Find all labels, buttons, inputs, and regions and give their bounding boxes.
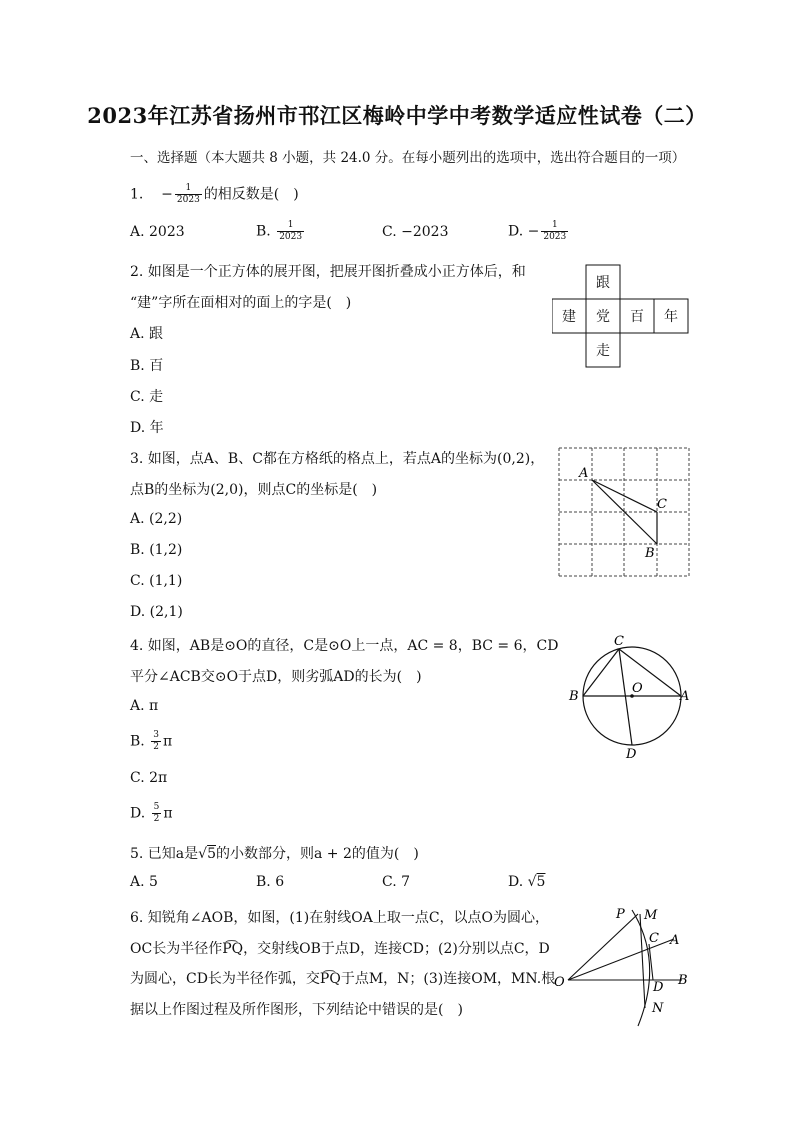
circle-label-o: O [632, 681, 643, 696]
grid-figure [556, 446, 692, 580]
q1-option-d-label: D. − [508, 223, 540, 240]
q2-stem-line2: “建”字所在面相对的面上的字是( ) [130, 295, 352, 311]
q5-option-c: C. 7 [382, 874, 411, 890]
arc-pq [632, 910, 650, 1026]
q1-frac-den: 2023 [176, 195, 200, 205]
q3-option-b: B. (1,2) [130, 542, 183, 558]
cube-net-figure [552, 264, 692, 368]
q1-number: 1. [130, 186, 144, 203]
q1-fraction [175, 183, 202, 206]
grid-label-c: C [657, 497, 667, 512]
q1-option-d-fraction [541, 220, 568, 243]
net-text-right1: 百 [630, 309, 644, 325]
angle-label-p: P [616, 907, 625, 922]
angle-label-n: N [652, 1001, 664, 1016]
net-text-bottom: 走 [596, 343, 610, 359]
q2-option-b: B. 百 [130, 358, 164, 374]
q1-option-b-den: 2023 [279, 232, 303, 242]
q4-option-d-label: D. [130, 805, 150, 822]
q6-stem-line2: OC长为半径作P͡Q，交射线OB于点D，连接CD；(2)分别以点C，D [130, 941, 550, 957]
chord-cd [619, 649, 632, 745]
q3-stem-line2: 点B的坐标为(2,0)，则点C的坐标是( ) [130, 482, 378, 498]
q1-sign: − [161, 186, 173, 203]
q3-stem-line1: 3. 如图，点A、B、C都在方格纸的格点上，若点A的坐标为(0,2)， [130, 451, 545, 467]
q5-stem-post: 的小数部分，则a + 2的值为( ) [216, 846, 419, 862]
q5-stem [130, 843, 419, 863]
q5-option-b: B. 6 [256, 874, 285, 890]
angle-label-b: B [678, 973, 688, 988]
q1-option-b [256, 220, 306, 243]
q5-stem-radicand: 5 [207, 846, 216, 862]
q1-option-d-den: 2023 [543, 232, 567, 242]
grid-label-b: B [645, 546, 655, 561]
q1-option-d-num: 1 [551, 220, 558, 230]
q2-stem-line1: 2. 如图是一个正方体的展开图，把展开图折叠成小正方体后，和 [130, 264, 526, 280]
q4-stem-line2: 平分∠ACB交⊙O于点D，则劣弧AD的长为( ) [130, 669, 422, 685]
question-1-stem [130, 183, 299, 206]
net-text-left: 建 [562, 309, 576, 325]
angle-construction-figure [552, 902, 700, 1030]
q1-option-b-label: B. [256, 223, 276, 240]
q4-option-d-den: 2 [153, 814, 160, 824]
q4-option-d-fraction [152, 802, 162, 825]
q1-option-b-fraction [277, 220, 304, 243]
net-text-center: 党 [596, 309, 610, 325]
q4-option-b-tail: π [162, 733, 173, 750]
q1-option-a: A. 2023 [130, 224, 185, 240]
circle-label-d: D [626, 747, 637, 760]
circle-label-a: A [680, 689, 690, 704]
q1-stem-text: 的相反数是( ) [203, 186, 299, 203]
net-text-top: 跟 [596, 275, 610, 291]
q6-stem-line3: 为圆心，CD长为半径作弧，交P͡Q于点M，N；(3)连接OM，MN.根 [130, 971, 556, 987]
q2-option-d: D. 年 [130, 420, 164, 436]
q3-option-a: A. (2,2) [130, 511, 183, 527]
q4-option-b-fraction [151, 730, 161, 753]
circle-figure [566, 632, 694, 760]
net-text-right2: 年 [664, 309, 678, 325]
q1-option-b-num: 1 [287, 220, 294, 230]
segment-om [568, 914, 638, 980]
q4-option-c: C. 2π [130, 770, 168, 786]
page-title: 2023年江苏省扬州市邗江区梅岭中学中考数学适应性试卷（二） [87, 103, 707, 128]
q5-option-d-radicand: 5 [536, 874, 546, 890]
q6-stem-line4: 据以上作图过程及所作图形，下列结论中错误的是( ) [130, 1002, 463, 1018]
q3-option-c: C. (1,1) [130, 573, 183, 589]
q1-option-c: C. −2023 [382, 224, 449, 240]
q3-option-d: D. (2,1) [130, 604, 183, 620]
section-heading: 一、选择题（本大题共 8 小题，共 24.0 分。在每小题列出的选项中，选出符合题目的一项） [130, 150, 686, 166]
q4-option-d-num: 5 [153, 802, 160, 812]
grid-label-a: A [579, 466, 589, 481]
angle-label-c: C [649, 931, 659, 946]
q1-option-d [508, 220, 570, 243]
q2-option-a: A. 跟 [130, 326, 164, 342]
q4-option-b-label: B. [130, 733, 150, 750]
q5-stem-pre: 5. 已知a是√ [130, 846, 208, 862]
q4-stem-line1: 4. 如图，AB是⊙O的直径，C是⊙O上一点，AC = 8，BC = 6，CD [130, 638, 559, 654]
q2-option-c: C. 走 [130, 389, 164, 405]
q4-option-a: A. π [130, 698, 159, 714]
q4-option-d-tail: π [163, 805, 173, 822]
angle-label-m: M [644, 908, 658, 923]
angle-label-d: D [653, 980, 664, 995]
q5-option-d [508, 874, 545, 890]
q4-option-b [130, 730, 172, 753]
q5-option-a: A. 5 [130, 874, 158, 890]
q4-option-b-num: 3 [153, 730, 159, 740]
angle-label-o: O [554, 975, 565, 990]
q6-stem-line1: 6. 知锐角∠AOB，如图，(1)在射线OA上取一点C，以点O为圆心， [130, 910, 550, 926]
q5-option-d-label: D. √ [508, 874, 537, 890]
q4-option-b-den: 2 [153, 742, 159, 752]
angle-label-a: A [670, 933, 680, 948]
q1-frac-num: 1 [185, 183, 192, 193]
q4-option-d [130, 802, 173, 825]
circle-label-c: C [614, 634, 624, 649]
circle-label-b: B [569, 689, 579, 704]
chord-ca [619, 649, 681, 696]
